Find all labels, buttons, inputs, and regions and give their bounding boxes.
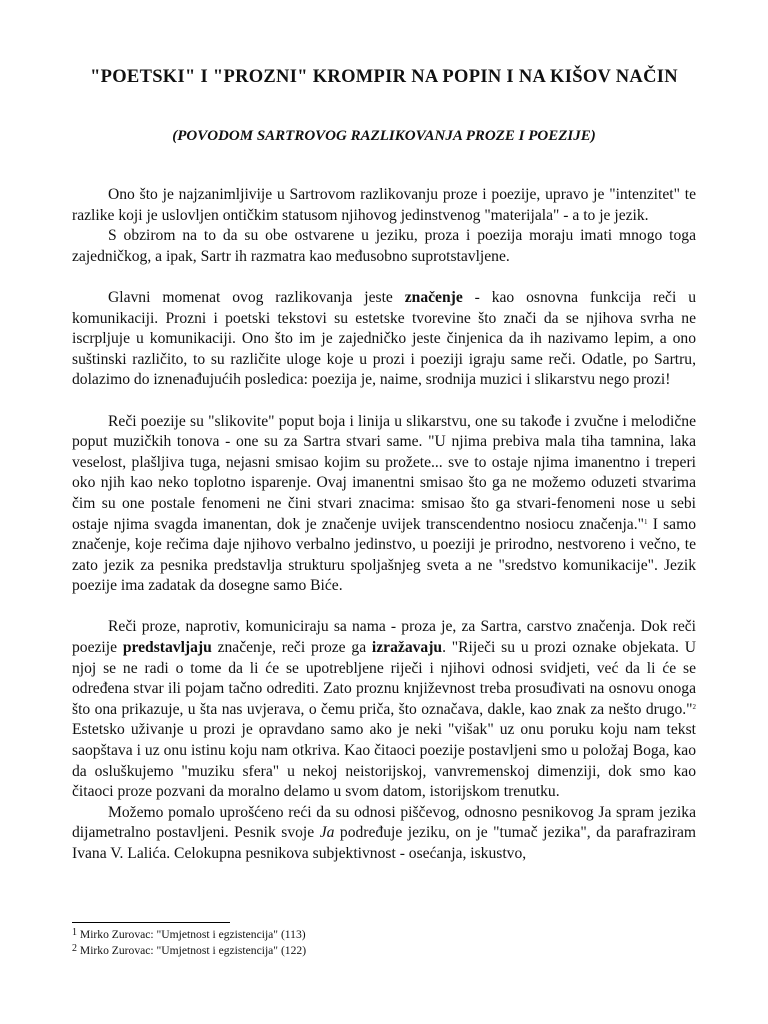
bold-term-znacenje: značenje <box>404 288 463 306</box>
document-title: "POETSKI" I "PROZNI" KROMPIR NA POPIN I NA KIŠOV NAČIN <box>90 67 678 87</box>
text-run: - kao osnovna funkcija reči u komunikaciji. Prozni i poetski tekstovi su estetske tvorevine što znači da se njihova svrha ne iscrpljuje u komunikaciji. Ono što im je zajedničko jeste činjenica da ih nazivamo lepim, a ono suštinski različito, to su različite uloge koje u prozi i poeziji igraju same reči. Odatle, po Sartru, dolazimo do iznenađujućih posledica: poezija je, naime, srodnija muzici i slikarstvu nego prozi! <box>72 288 696 389</box>
bold-term-izrazavaju: izražavaju <box>371 639 443 657</box>
text-run: značenje, reči proze ga <box>211 639 372 657</box>
paragraph-1: Ono što je najzanimljivije u Sartrovom razlikovanju proze i poezije, upravo je "intenzitet" te razlike koji je uslovljen ontičkim statusom njihovog jedinstvenog "materijala" - a to je jezik. <box>72 186 696 224</box>
document-subtitle: (POVODOM SARTROVOG RAZLIKOVANJA PROZE I POEZIJE) <box>172 128 596 144</box>
paragraph-4 <box>72 412 696 597</box>
text-run: Glavni momenat ovog razlikovanja jeste <box>108 288 405 306</box>
text-run: Reči poezije su "slikovite" poput boja i linija u slikarstvu, one su takođe i zvučne i melodične poput muzičkih tonova - one su za Sartra stvari same. "U njima prebiva mala tiha tamnina, laka veselost, plašljiva tuga, nejasni smisao kojim su prožete... sve to ostaje njima imanentno i treperi oko njih kao neko toplotno isparenje. Ovaj imanentni smisao što ga ne možemo oduzeti stvarima čim su one postale fenomeni ne čini stvari znacima: smisao što ga stvari-fenomeni nose u sebi ostaje njima svagda imanentan, dok je značenje uvijek transcendentno nosiocu značenja." <box>72 412 696 533</box>
paragraph-2: S obzirom na to da su obe ostvarene u jeziku, proza i poezija moraju imati mnogo toga zajedničkog, a ipak, Sartr ih razmatra kao međusobno suprotstavljene. <box>72 227 696 265</box>
document-body <box>72 185 696 865</box>
bold-term-predstavljaju: predstavljaju <box>122 639 212 657</box>
footnote-divider <box>72 922 230 923</box>
footnote-ref-2[interactable]: 2 <box>692 702 696 711</box>
paragraph-5 <box>72 617 696 802</box>
footnote-number: 2 <box>72 943 77 954</box>
footnote-1 <box>72 927 696 943</box>
footnotes <box>72 927 696 959</box>
footnote-2 <box>72 943 696 959</box>
footnote-text: Mirko Zurovac: "Umjetnost i egzistencija" (113) <box>79 928 306 941</box>
text-run: Reči proze, naprotiv, komuniciraju sa nama - proza je, za Sartra, carstvo značenja. Dok reči poezije <box>72 618 696 657</box>
text-run: Možemo pomalo uprošćeno reći da su odnosi piščevog, odnosno pesnikovog Ja spram jezika dijametralno postavljeni. Pesnik svoje <box>72 803 696 842</box>
italic-term-ja: Ja <box>319 824 335 842</box>
text-run: . "Riječi su u prozi oznake objekata. U njoj se ne radi o tome da li će se upotrebljene riječi i njihovi odnosi svidjeti, već da li će se određena stvar ili pojam tačno odrediti. Zato proznu književnost treba prosuđivati na osnovu onoga što ona prikazuje, u šta nas uvjerava, o čemu priča, što označava, dakle, kao znak za nešto drugo." <box>72 639 697 718</box>
footnote-ref-1[interactable]: 1 <box>643 517 648 526</box>
text-run: I samo značenje, koje rečima daje njihovo verbalno jedinstvo, u poeziji je prirodno, nestvoreno i večno, te zato jezik za pesnika predstavlja strukturu spoljašnjeg sveta a ne "sredstvo komunikacije". Jezik poezije ima zadatak da dosegne samo Biće. <box>72 515 697 595</box>
text-run: Estetsko uživanje u prozi je opravdano samo ako je neki "višak" uz onu poruku koju nam tekst saopštava i uz onu istinu koju nam otkriva. Kao čitaoci poezije postavljeni smo u položaj Boga, kao da osluškujemo "muziku sfera" u nekoj neistorijskoj, vanvremenskoj dimenziji, dok smo kao čitaoci proze pozvani da moralno delamo u svom datom, istorijskom trenutku. <box>72 721 696 801</box>
text-run: podređuje jeziku, on je "tumač jezika", da parafraziram Ivana V. Lalića. Celokupna pesnikova subjektivnost - osećanja, iskustvo, <box>72 824 696 862</box>
paragraph-3 <box>72 288 696 391</box>
footnote-number: 1 <box>72 927 77 938</box>
paragraph-6 <box>72 803 696 865</box>
footnote-text: Mirko Zurovac: "Umjetnost i egzistencija" (122) <box>79 944 307 957</box>
